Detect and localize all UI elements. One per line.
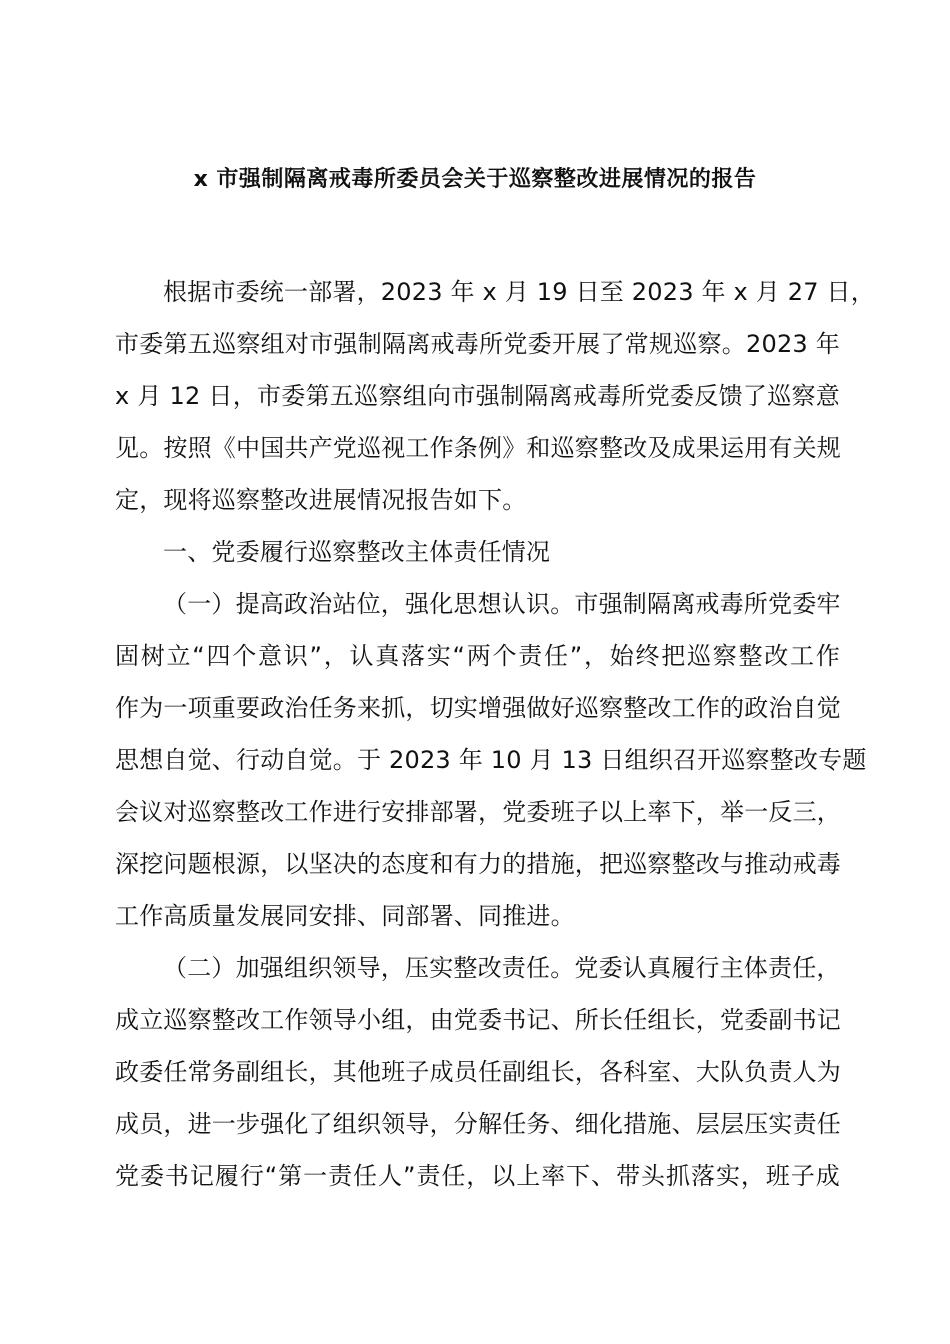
text-line: 深挖问题根源，以坚决的态度和有力的措施，把巡察整改与推动戒毒 — [115, 850, 841, 878]
text-line: 定，现将巡察整改进展情况报告如下。 — [115, 486, 527, 514]
text-line: 党委书记履行“第一责任人”责任，以上率下、带头抓落实，班子成 — [115, 1162, 840, 1190]
text-line: 成立巡察整改工作领导小组，由党委书记、所长任组长，党委副书记 — [115, 1006, 841, 1034]
text-line: 固树立“四个意识”，认真落实“两个责任”，始终把巡察整改工作 — [115, 642, 840, 670]
text-line: 市委第五巡察组对市强制隔离戒毒所党委开展了常规巡察。2023 年 — [115, 330, 840, 358]
document-body — [115, 266, 875, 1202]
text-line: 思想自觉、行动自觉。于 2023 年 10 月 13 日组织召开巡察整改专题 — [115, 746, 867, 774]
text-line: 作为一项重要政治任务来抓，切实增强做好巡察整改工作的政治自觉 — [115, 694, 841, 722]
document-title: x 市强制隔离戒毒所委员会关于巡察整改进展情况的报告 — [193, 167, 757, 192]
text-line: 工作高质量发展同安排、同部署、同推进。 — [115, 902, 575, 930]
text-line: （一）提高政治站位，强化思想认识。市强制隔离戒毒所党委牢 — [163, 590, 841, 618]
text-line: 见。按照《中国共产党巡视工作条例》和巡察整改及成果运用有关规 — [115, 434, 841, 462]
text-line: （二）加强组织领导，压实整改责任。党委认真履行主体责任， — [163, 954, 841, 982]
section-heading: 一、党委履行巡察整改主体责任情况 — [163, 538, 551, 566]
text-line: 成员，进一步强化了组织领导，分解任务、细化措施、层层压实责任 — [115, 1110, 841, 1138]
text-line: 会议对巡察整改工作进行安排部署，党委班子以上率下，举一反三， — [115, 798, 841, 826]
text-line: 根据市委统一部署，2023 年 x 月 19 日至 2023 年 x 月 27 日， — [163, 278, 875, 306]
text-line: x 月 12 日，市委第五巡察组向市强制隔离戒毒所党委反馈了巡察意 — [115, 382, 840, 410]
text-line: 政委任常务副组长，其他班子成员任副组长，各科室、大队负责人为 — [115, 1058, 841, 1086]
